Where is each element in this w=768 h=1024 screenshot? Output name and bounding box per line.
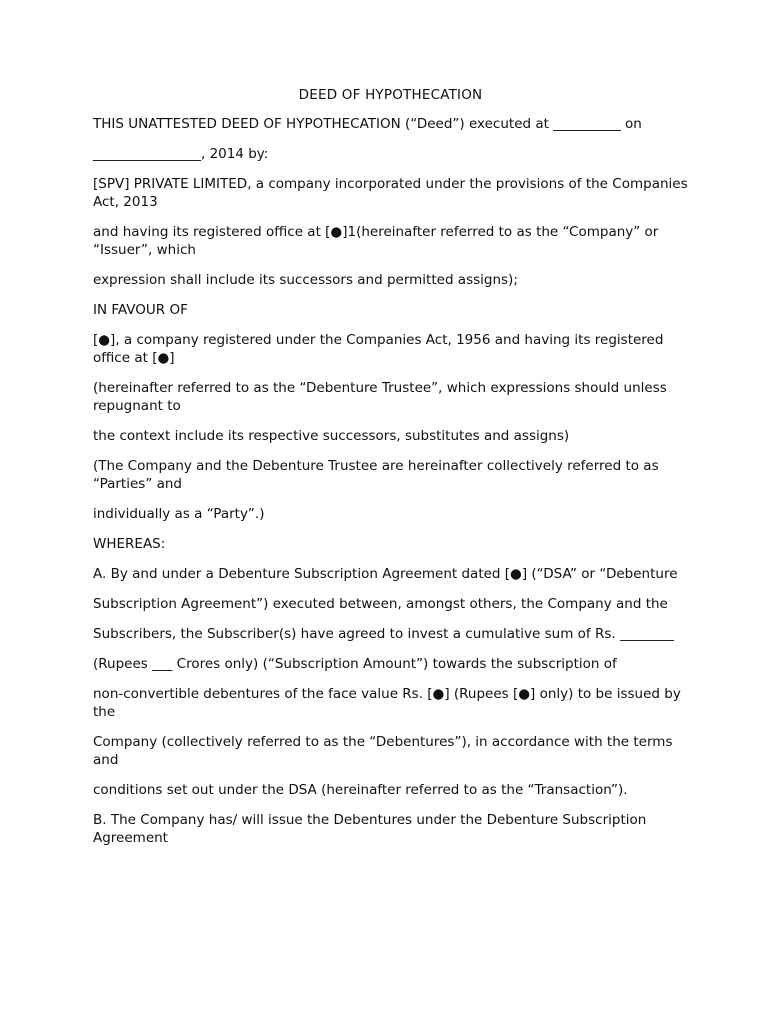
document-title: DEED OF HYPOTHECATION: [298, 87, 483, 103]
paragraph-company-name: [SPV] PRIVATE LIMITED, a company incorporated under the provisions of the Companies Act, 2013: [93, 176, 688, 210]
paragraph-trustee-context: the context include its respective successors, substitutes and assigns): [93, 428, 570, 444]
paragraph-recital-a-4: (Rupees ___ Crores only) (“Subscription Amount”) towards the subscription of: [93, 656, 617, 672]
paragraph-recital-a: A. By and under a Debenture Subscription Agreement dated [●] (“DSA” or “Debenture: [93, 566, 678, 582]
paragraph-preamble: THIS UNATTESTED DEED OF HYPOTHECATION (“Deed”) executed at __________ on: [93, 116, 642, 132]
paragraph-in-favour-of: IN FAVOUR OF: [93, 302, 188, 318]
paragraph-date-line: ________________, 2014 by:: [93, 146, 269, 162]
paragraph-recital-a-5: non-convertible debentures of the face value Rs. [●] (Rupees [●] only) to be issued by the: [93, 686, 681, 720]
paragraph-recital-a-7: conditions set out under the DSA (hereinafter referred to as the “Transaction”).: [93, 782, 628, 798]
paragraph-recital-b: B. The Company has/ will issue the Debentures under the Debenture Subscription Agreement: [93, 812, 647, 846]
paragraph-whereas: WHEREAS:: [93, 536, 166, 552]
paragraph-successors: expression shall include its successors and permitted assigns);: [93, 272, 518, 288]
paragraph-recital-a-3: Subscribers, the Subscriber(s) have agreed to invest a cumulative sum of Rs. ________: [93, 626, 674, 642]
paragraph-parties: (The Company and the Debenture Trustee are hereinafter collectively referred to as “Parties” and: [93, 458, 659, 492]
paragraph-recital-a-2: Subscription Agreement”) executed between, amongst others, the Company and the: [93, 596, 668, 612]
paragraph-recital-a-6: Company (collectively referred to as the “Debentures”), in accordance with the terms and: [93, 734, 673, 768]
paragraph-trustee-company: [●], a company registered under the Companies Act, 1956 and having its registered office at [●]: [93, 332, 664, 366]
paragraph-party: individually as a “Party”.): [93, 506, 265, 522]
paragraph-trustee-definition: (hereinafter referred to as the “Debenture Trustee”, which expressions should unless repugnant to: [93, 380, 667, 414]
paragraph-registered-office: and having its registered office at [●]1(hereinafter referred to as the “Company” or “Issuer”, which: [93, 224, 659, 258]
